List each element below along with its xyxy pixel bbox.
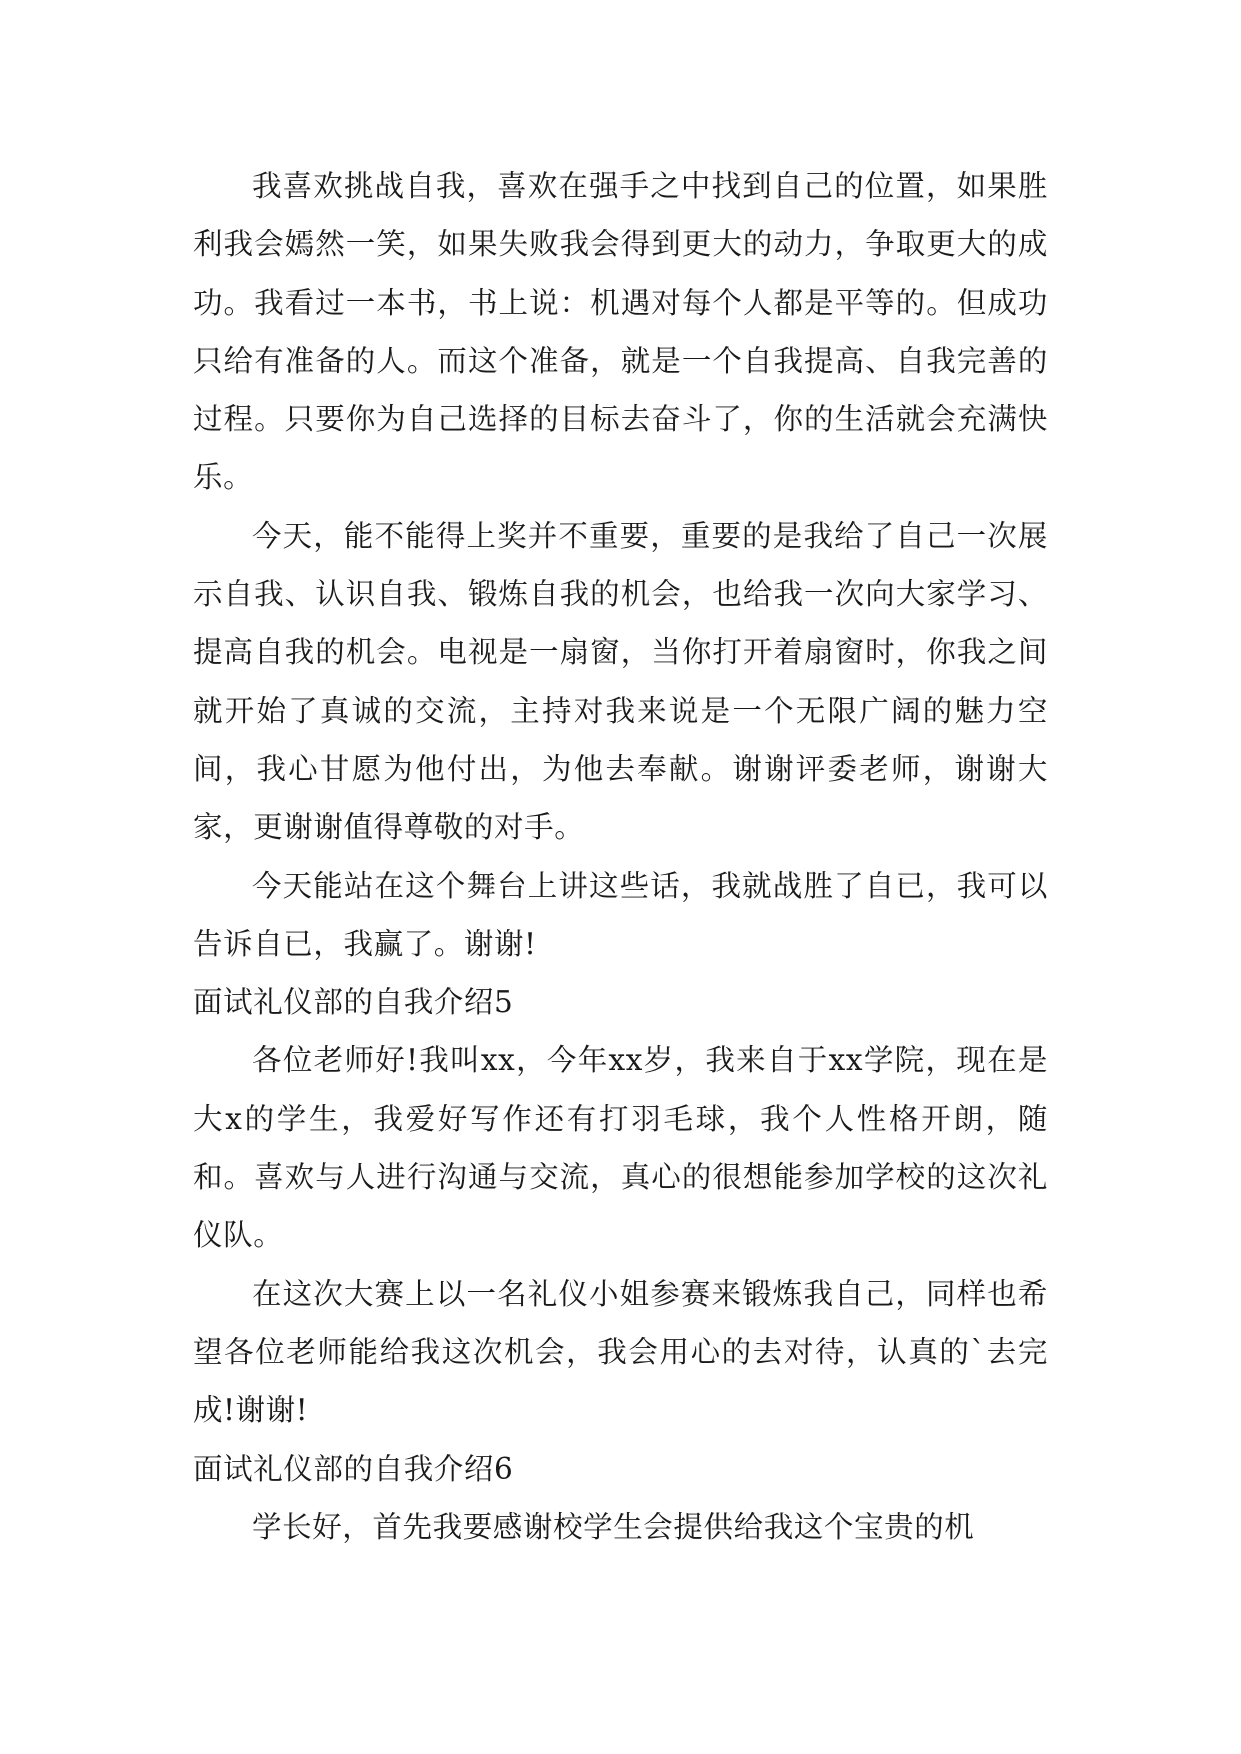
paragraph: 在这次大赛上以一名礼仪小姐参赛来锻炼我自己，同样也希望各位老师能给我这次机会，我会用心的去对待，认真的`去完成!谢谢! [193,1276,1048,1428]
paragraph: 我喜欢挑战自我，喜欢在强手之中找到自己的位置，如果胜利我会嫣然一笑，如果失败我会得到更大的动力，争取更大的成功。我看过一本书，书上说：机遇对每个人都是平等的。但成功只给有准备的人。而这个准备，就是一个自我提高、自我完善的过程。只要你为自己选择的目标去奋斗了，你的生活就会充满快乐。 [193,169,1048,495]
paragraph: 今天能站在这个舞台上讲这些话，我就战胜了自已，我可以告诉自已，我赢了。谢谢! [193,868,1048,961]
document-body [193,157,1048,1556]
paragraph: 学长好，首先我要感谢校学生会提供给我这个宝贵的机 [252,1509,975,1544]
paragraph: 今天，能不能得上奖并不重要，重要的是我给了自己一次展示自我、认识自我、锻炼自我的机会，也给我一次向大家学习、提高自我的机会。电视是一扇窗，当你打开着扇窗时，你我之间就开始了真诚的交流，主持对我来说是一个无限广阔的魅力空间，我心甘愿为他付出，为他去奉献。谢谢评委老师，谢谢大家，更谢谢值得尊敬的对手。 [193,518,1048,845]
section-heading: 面试礼仪部的自我介绍5 [193,985,514,1020]
section-heading: 面试礼仪部的自我介绍6 [193,1451,514,1486]
paragraph: 各位老师好!我叫xx，今年xx岁，我来自于xx学院，现在是大x的学生，我爱好写作还有打羽毛球，我个人性格开朗，随和。喜欢与人进行沟通与交流，真心的很想能参加学校的这次礼仪队。 [193,1043,1048,1253]
